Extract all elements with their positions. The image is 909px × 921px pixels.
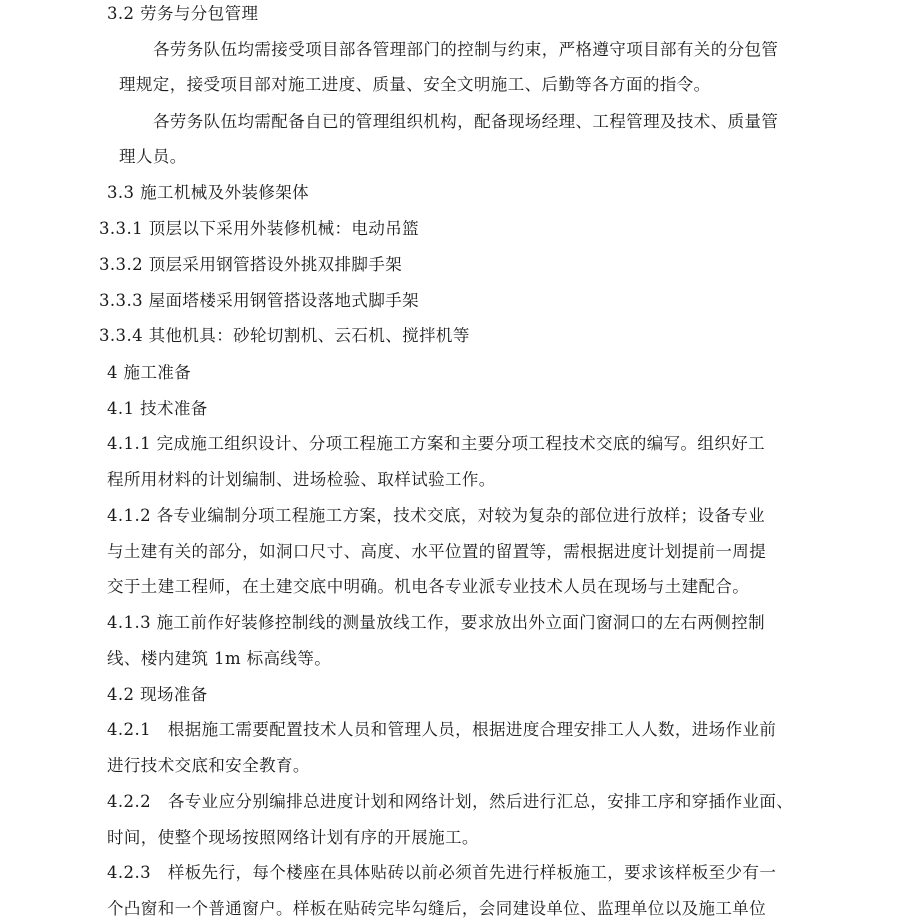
paragraph-line: 交于土建工程师，在土建交底中明确。机电各专业派专业技术人员在现场与土建配合。 (107, 577, 750, 596)
paragraph-line: 时间，使整个现场按照网络计划有序的开展施工。 (107, 828, 479, 847)
section-4-1-heading: 4.1 技术准备 (107, 399, 208, 418)
paragraph-line: 线、楼内建筑 1m 标高线等。 (107, 649, 332, 668)
section-3-3-heading: 3.3 施工机械及外装修架体 (107, 183, 310, 202)
paragraph-line: 4.1.3 施工前作好装修控制线的测量放线工作，要求放出外立面门窗洞口的左右两侧控制 (107, 613, 766, 632)
list-item: 3.3.4 其他机具：砂轮切割机、云石机、搅拌机等 (99, 326, 470, 345)
paragraph-line: 个凸窗和一个普通窗户。样板在贴砖完毕勾缝后，会同建设单位、监理单位以及施工单位 (107, 899, 767, 918)
paragraph-line: 4.2.1 根据施工需要配置技术人员和管理人员，根据进度合理安排工人人数，进场作业前 (107, 720, 777, 739)
paragraph-line: 与土建有关的部分，如洞口尺寸、高度、水平位置的留置等，需根据进度计划提前一周提 (107, 542, 767, 561)
section-4-heading: 4 施工准备 (107, 363, 192, 382)
paragraph-line: 各劳务队伍均需配备自已的管理组织机构，配备现场经理、工程管理及技术、质量管 (153, 112, 779, 131)
paragraph-line: 4.2.3 样板先行，每个楼座在具体贴砖以前必须首先进行样板施工，要求该样板至少有一 (107, 863, 777, 882)
paragraph-line: 4.1.1 完成施工组织设计、分项工程施工方案和主要分项工程技术交底的编写。组织好工 (107, 434, 766, 453)
paragraph-line: 理规定，接受项目部对施工进度、质量、安全文明施工、后勤等各方面的指令。 (119, 75, 711, 94)
list-item: 3.3.1 顶层以下采用外装修机械：电动吊篮 (99, 219, 420, 238)
list-item: 3.3.3 屋面塔楼采用钢管搭设落地式脚手架 (99, 291, 420, 310)
list-item: 3.3.2 顶层采用钢管搭设外挑双排脚手架 (99, 255, 403, 274)
paragraph-line: 4.1.2 各专业编制分项工程施工方案，技术交底，对较为复杂的部位进行放样；设备专业 (107, 506, 766, 525)
paragraph-line: 各劳务队伍均需接受项目部各管理部门的控制与约束，严格遵守项目部有关的分包管 (153, 40, 779, 59)
section-3-2-heading: 3.2 劳务与分包管理 (107, 4, 259, 23)
paragraph-line: 4.2.2 各专业应分别编排总进度计划和网络计划，然后进行汇总，安排工序和穿插作业面、 (107, 792, 794, 811)
section-4-2-heading: 4.2 现场准备 (107, 685, 208, 704)
paragraph-line: 程所用材料的计划编制、进场检验、取样试验工作。 (107, 470, 496, 489)
paragraph-line: 进行技术交底和安全教育。 (107, 756, 310, 775)
paragraph-line: 理人员。 (119, 147, 187, 166)
